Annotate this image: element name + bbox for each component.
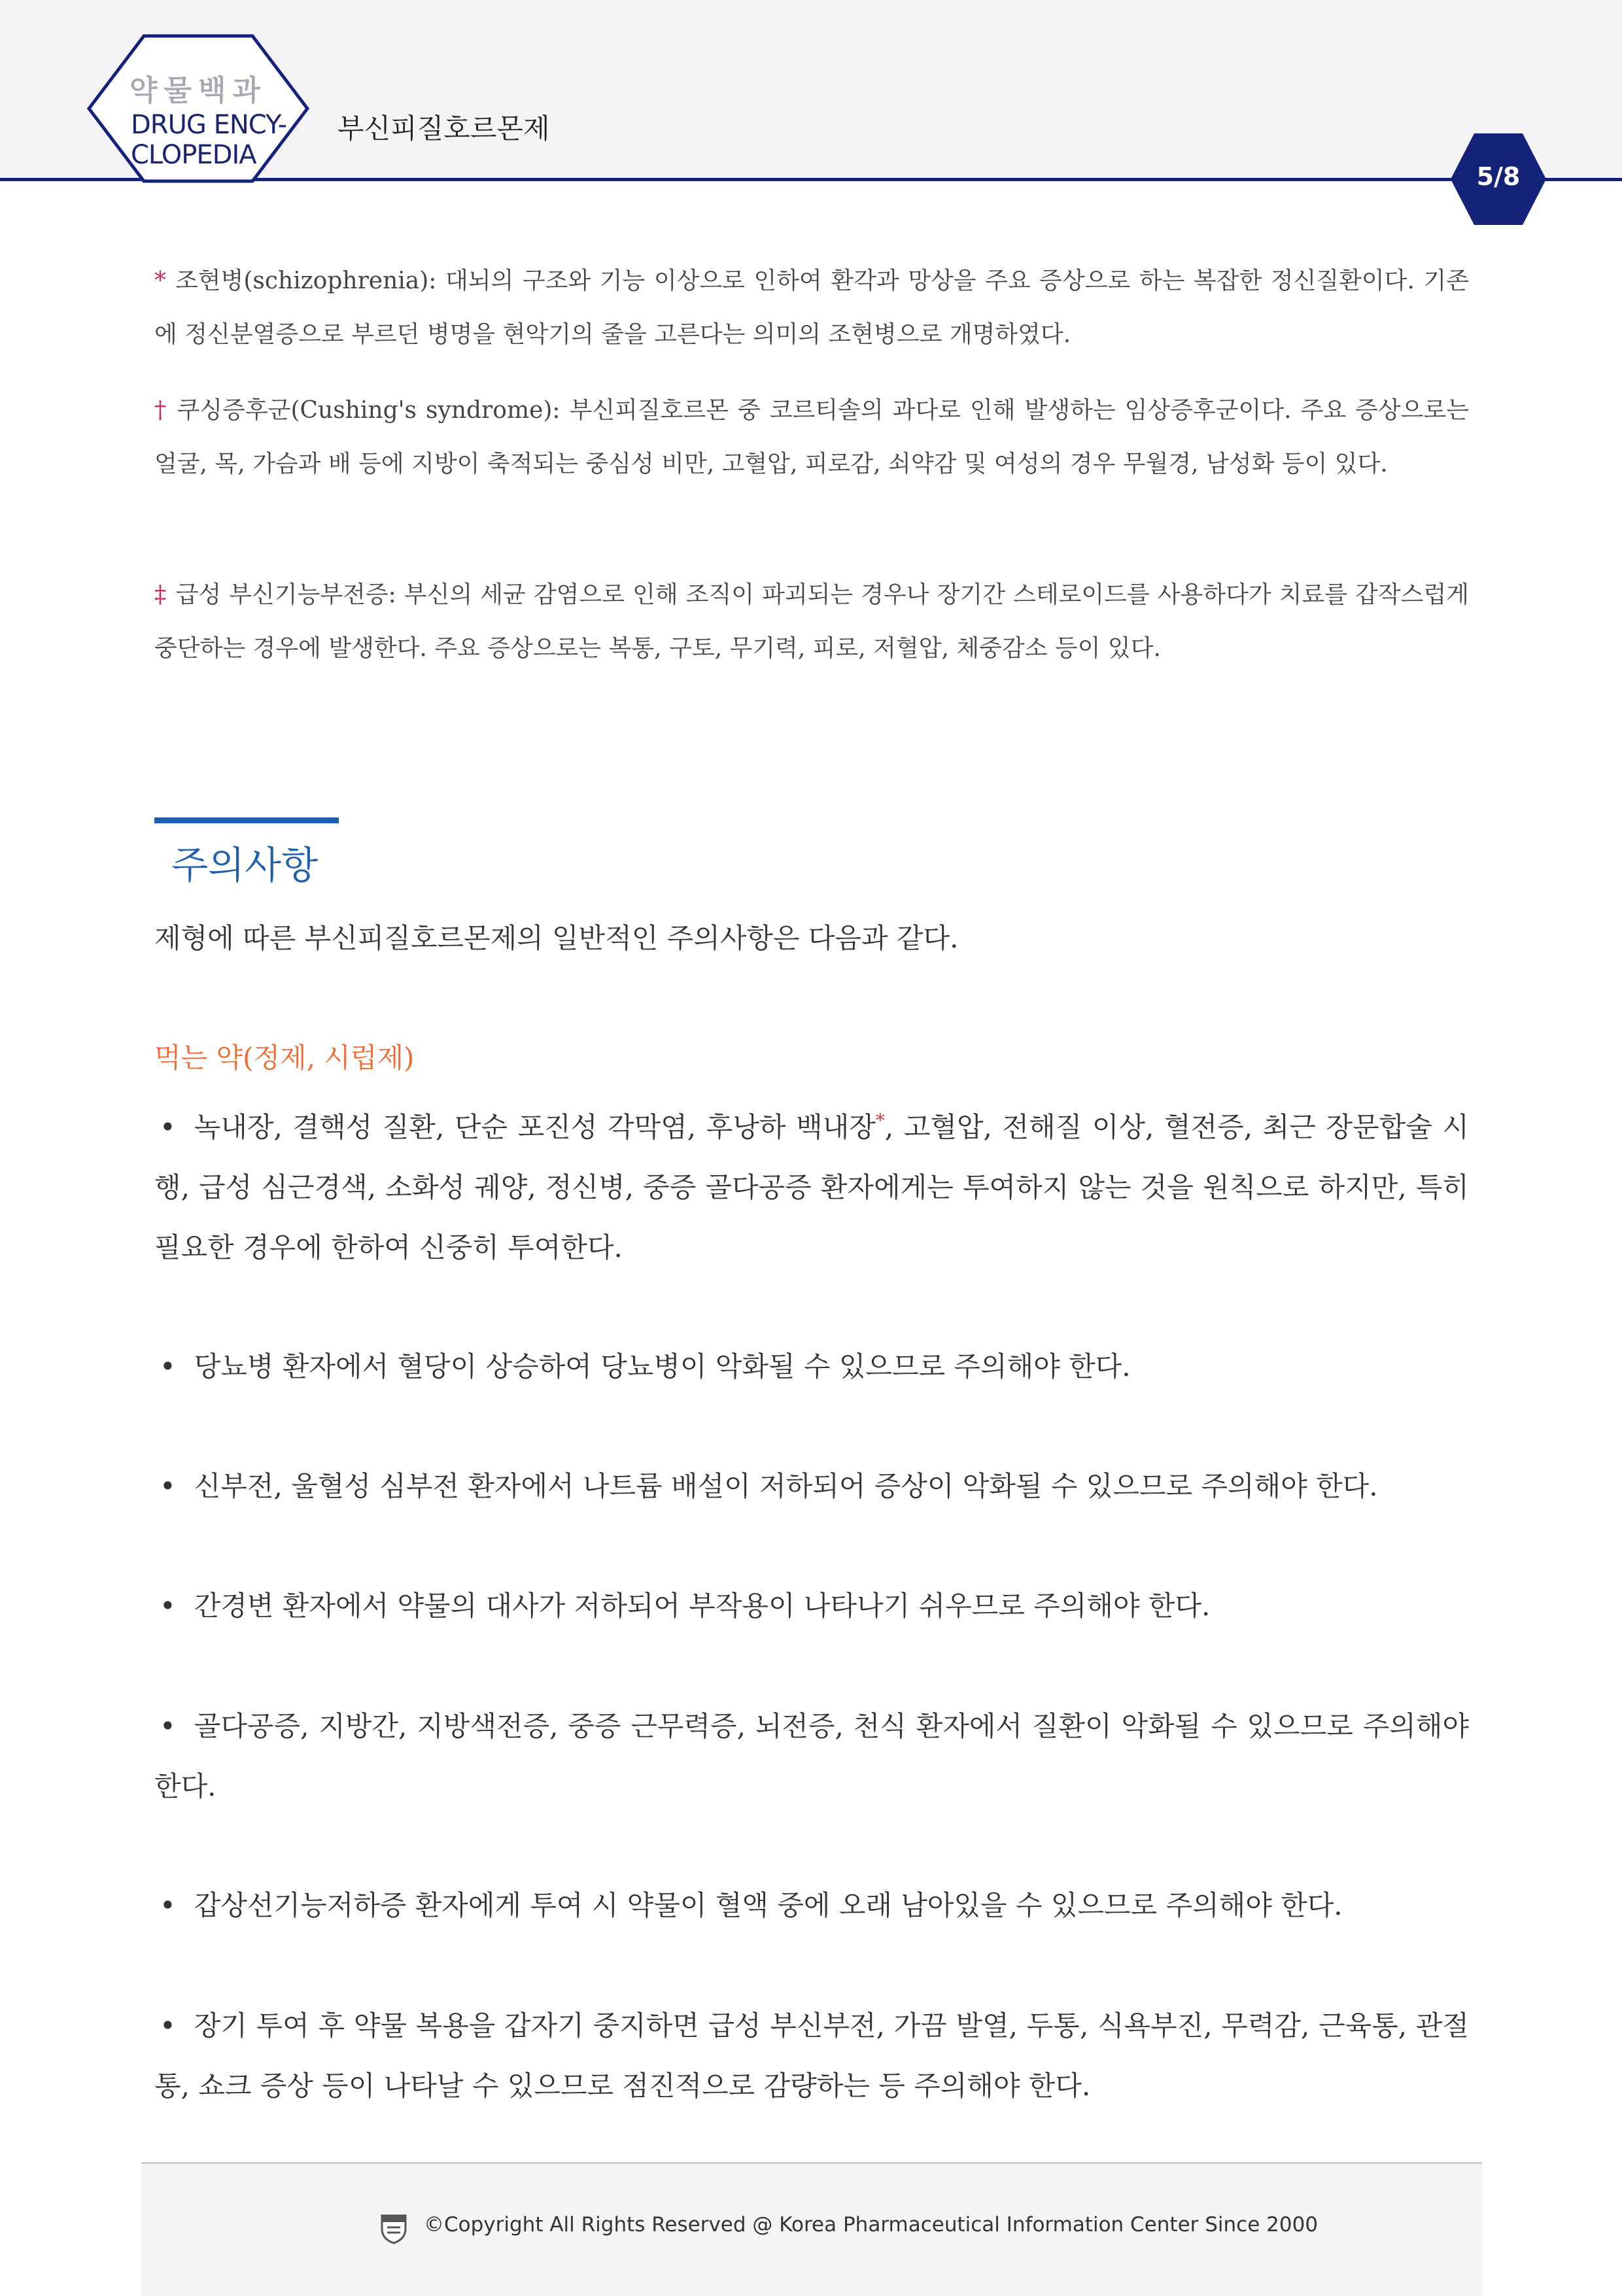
precaution-item xyxy=(154,1576,1469,1636)
footnote-mark: * xyxy=(154,267,166,294)
precaution-item xyxy=(154,1876,1469,1936)
precaution-item xyxy=(154,1097,1469,1278)
item-text: 골다공증, 지방간, 지방색전증, 중증 근무력증, 뇌전증, 천식 환자에서 질환이 악화될 수 있으므로 주의해야 한다. xyxy=(154,1710,1469,1802)
bullet: • xyxy=(160,1889,176,1921)
item-text: 신부전, 울혈성 심부전 환자에서 나트륨 배설이 저하되어 증상이 악화될 수 있으므로 주의해야 한다. xyxy=(194,1470,1378,1502)
subsection-title: 먹는 약(정제, 시럽제) xyxy=(154,1042,415,1074)
bullet: • xyxy=(160,1590,176,1622)
footnote-adrenal-insufficiency xyxy=(154,568,1469,676)
item-text-continued: , 고혈압, 전해질 이상, 혈전증, 최근 장문합술 시행, 급성 심근경색, 소화성 궤양, 정신병, 중증 골다공증 환자에게는 투여하지 않는 것을 원칙으로 하지만, 특히 필요한 경우에 한하여 신중히 투여한다. xyxy=(154,1111,1469,1263)
precaution-item xyxy=(154,1996,1469,2116)
section-title-bar xyxy=(154,817,339,823)
copyright-text: ©Copyright All Rights Reserved @ Korea Pharmaceutical Information Center Since 2000 xyxy=(424,2213,1319,2236)
kpic-emblem-icon xyxy=(379,2212,408,2244)
bullet: • xyxy=(160,1111,176,1143)
item-text: 갑상선기능저하증 환자에게 투여 시 약물이 혈액 중에 오래 남아있을 수 있으므로 주의해야 한다. xyxy=(194,1889,1343,1921)
bullet: • xyxy=(160,1350,176,1382)
footnote-reference: * xyxy=(875,1110,885,1131)
footnote-text: 조현병(schizophrenia): 대뇌의 구조와 기능 이상으로 인하여 환각과 망상을 주요 증상으로 하는 복잡한 정신질환이다. 기존에 정신분열증으로 부르던 병명을 현악기의 줄을 고른다는 의미의 조현병으로 개명하였다. xyxy=(154,267,1469,348)
item-text: 장기 투여 후 약물 복용을 갑자기 중지하면 급성 부신부전, 가끔 발열, 두통, 식욕부진, 무력감, 근육통, 관절통, 쇼크 증상 등이 나타날 수 있으므로 점진적으로 감량하는 등 주의해야 한다. xyxy=(154,2010,1469,2102)
logo-line-1: DRUG ENCY- xyxy=(131,110,287,140)
precaution-item xyxy=(154,1696,1469,1817)
footnote-text: 급성 부신기능부전증: 부신의 세균 감염으로 인해 조직이 파괴되는 경우나 장기간 스테로이드를 사용하다가 치료를 갑작스럽게 중단하는 경우에 발생한다. 주요 증상으로는 복통, 구토, 무기력, 피로, 저혈압, 체중감소 등이 있다. xyxy=(154,581,1469,662)
footnote-text: 쿠싱증후군(Cushing's syndrome): 부신피질호르몬 중 코르티솔의 과다로 인해 발생하는 임상증후군이다. 주요 증상으로는 얼굴, 목, 가슴과 배 등에 지방이 축적되는 중심성 비만, 고혈압, 피로감, 쇠약감 및 여성의 경우 무월경, 남성화 등이 있다. xyxy=(154,397,1470,477)
section-intro: 제형에 따른 부신피질호르몬제의 일반적인 주의사항은 다음과 같다. xyxy=(154,922,959,954)
footnote-mark: † xyxy=(154,397,168,424)
precaution-item xyxy=(154,1456,1469,1516)
section-title: 주의사항 xyxy=(171,843,319,887)
footnote-mark: ‡ xyxy=(154,581,167,608)
footnote-schizophrenia xyxy=(154,254,1469,362)
document-title: 부신피질호르몬제 xyxy=(337,112,550,145)
logo-line-2: CLOPEDIA xyxy=(131,140,256,170)
bullet: • xyxy=(160,1470,176,1502)
item-text: 당뇨병 환자에서 혈당이 상승하여 당뇨병이 악화될 수 있으므로 주의해야 한다. xyxy=(194,1350,1131,1382)
bullet: • xyxy=(160,1710,176,1742)
footnote-cushing-syndrome xyxy=(154,384,1469,491)
precaution-item xyxy=(154,1337,1469,1397)
item-text: 녹내장, 결핵성 질환, 단순 포진성 각막염, 후낭하 백내장 xyxy=(194,1111,876,1143)
page-indicator: 5/8 xyxy=(1476,162,1521,191)
item-text: 간경변 환자에서 약물의 대사가 저하되어 부작용이 나타나기 쉬우므로 주의해야 한다. xyxy=(194,1590,1211,1622)
bullet: • xyxy=(160,2010,176,2042)
logo-title-korean: 약물백과 xyxy=(129,74,267,107)
